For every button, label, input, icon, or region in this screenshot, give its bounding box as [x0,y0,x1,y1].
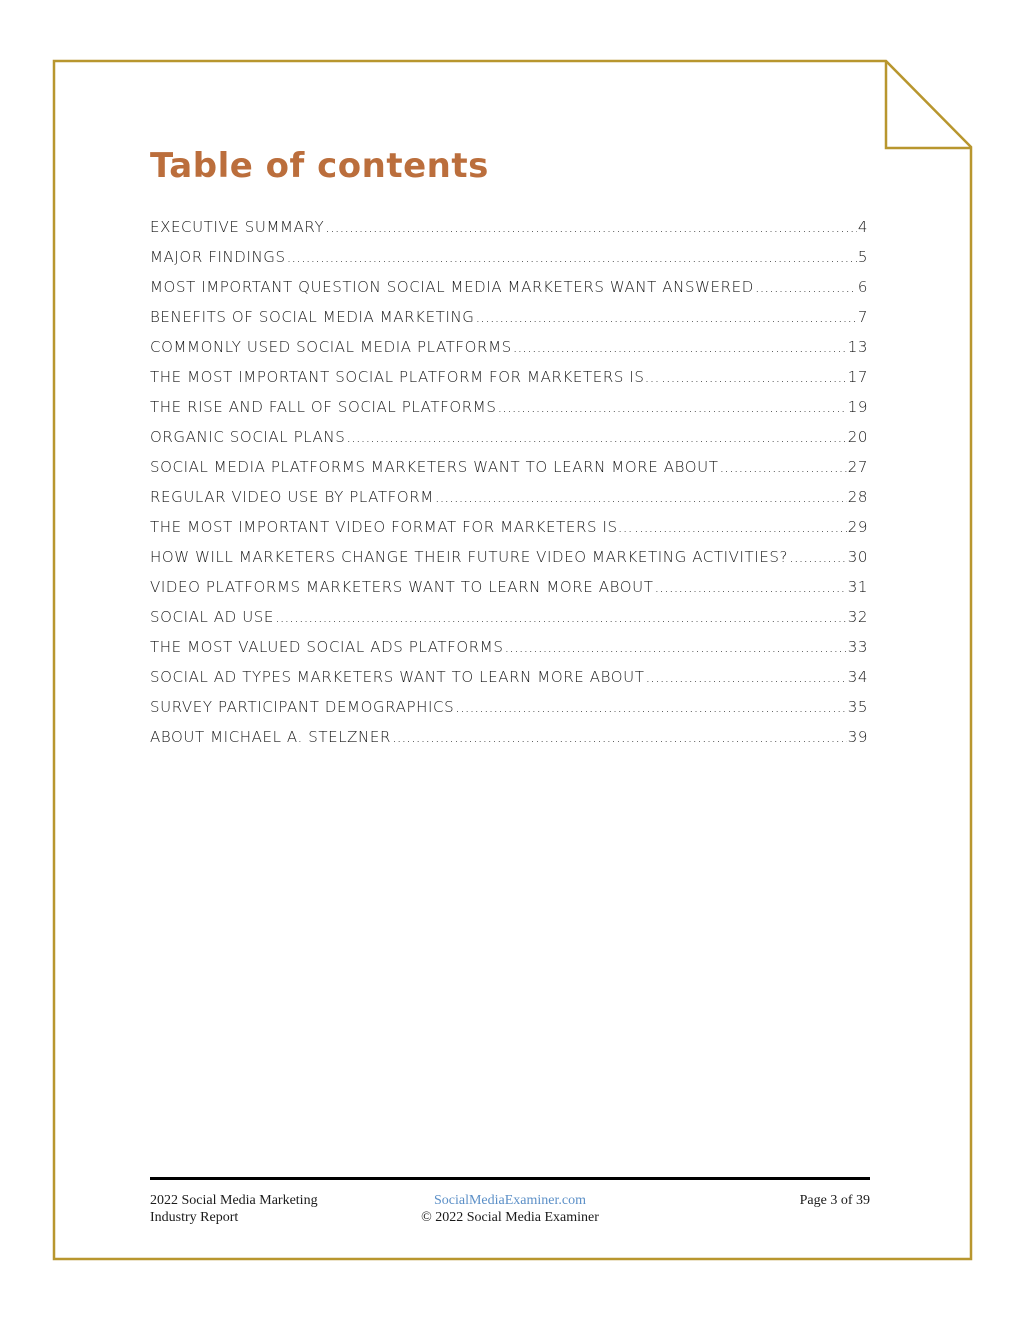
toc-entry-page: 20 [847,428,868,446]
toc-entry[interactable] [150,332,868,362]
toc-dot-leader [287,242,857,272]
toc-entry[interactable] [150,722,868,752]
toc-dot-leader [645,662,846,692]
footer-page-number: Page 3 of 39 [799,1193,870,1208]
toc-entry-label: SURVEY PARTICIPANT DEMOGRAPHICS [150,698,455,716]
toc-entry[interactable] [150,512,868,542]
toc-dot-leader [435,482,847,512]
toc-entry-label: SOCIAL MEDIA PLATFORMS MARKETERS WANT TO LEARN MORE ABOUT [150,458,719,476]
footer-rule [150,1177,870,1180]
toc-entry-label: THE MOST IMPORTANT VIDEO FORMAT FOR MARKETERS IS… [150,518,634,536]
toc-dot-leader [504,632,846,662]
toc-entry-label: VIDEO PLATFORMS MARKETERS WANT TO LEARN MORE ABOUT [150,578,654,596]
toc-entry-label: ORGANIC SOCIAL PLANS [150,428,346,446]
toc-entry-page: 4 [857,218,868,236]
toc-entry-page: 17 [847,368,868,386]
toc-entry-label: COMMONLY USED SOCIAL MEDIA PLATFORMS [150,338,512,356]
toc-entry-label: MAJOR FINDINGS [150,248,286,266]
toc-dot-leader [513,332,847,362]
toc-entry[interactable] [150,362,868,392]
toc-entry[interactable] [150,602,868,632]
toc-entry[interactable] [150,662,868,692]
toc-entry-label: SOCIAL AD TYPES MARKETERS WANT TO LEARN MORE ABOUT [150,668,645,686]
toc-dot-leader [275,602,847,632]
toc-dot-leader [655,572,847,602]
toc-entry-label: THE MOST VALUED SOCIAL ADS PLATFORMS [150,638,504,656]
footer-report-line1: 2022 Social Media Marketing [150,1193,318,1208]
toc-entry-label: REGULAR VIDEO USE BY PLATFORM [150,488,434,506]
toc-entry-label: SOCIAL AD USE [150,608,274,626]
toc-entry-label: EXECUTIVE SUMMARY [150,218,325,236]
toc-dot-leader [325,212,857,242]
toc-entry-label: ABOUT MICHAEL A. STELZNER [150,728,391,746]
toc-dot-leader [392,722,847,752]
toc-dot-leader [661,362,847,392]
toc-entry-page: 28 [847,488,868,506]
toc-dot-leader [634,512,846,542]
toc-dot-leader [346,422,846,452]
table-of-contents [150,212,868,752]
toc-dot-leader [755,272,857,302]
toc-entry[interactable] [150,572,868,602]
toc-entry-page: 39 [847,728,868,746]
toc-entry-label: THE RISE AND FALL OF SOCIAL PLATFORMS [150,398,497,416]
toc-entry-page: 6 [857,278,868,296]
toc-entry[interactable] [150,482,868,512]
toc-entry-page: 31 [847,578,868,596]
toc-entry[interactable] [150,452,868,482]
toc-entry[interactable] [150,212,868,242]
toc-entry-label: BENEFITS OF SOCIAL MEDIA MARKETING [150,308,475,326]
toc-entry-page: 30 [847,548,868,566]
toc-entry[interactable] [150,242,868,272]
toc-entry[interactable] [150,632,868,662]
toc-entry-page: 29 [847,518,868,536]
toc-entry-page: 32 [847,608,868,626]
footer-site-link[interactable]: SocialMediaExaminer.com [433,1193,586,1208]
toc-entry[interactable] [150,692,868,722]
toc-dot-leader [497,392,846,422]
toc-dot-leader [789,542,847,572]
toc-entry-page: 13 [847,338,868,356]
toc-entry[interactable] [150,272,868,302]
toc-entry[interactable] [150,542,868,572]
toc-entry[interactable] [150,392,868,422]
footer-report-line2: Industry Report [150,1210,239,1225]
toc-entry-page: 27 [847,458,868,476]
toc-entry-label: HOW WILL MARKETERS CHANGE THEIR FUTURE VIDEO MARKETING ACTIVITIES? [150,548,789,566]
toc-entry-label: THE MOST IMPORTANT SOCIAL PLATFORM FOR MARKETERS IS… [150,368,661,386]
toc-entry-page: 7 [857,308,868,326]
toc-entry-page: 33 [847,638,868,656]
footer-center [360,1192,660,1226]
toc-entry-label: MOST IMPORTANT QUESTION SOCIAL MEDIA MARKETERS WANT ANSWERED [150,278,754,296]
toc-dot-leader [476,302,857,332]
footer-report-title [150,1192,370,1226]
toc-entry-page: 34 [847,668,868,686]
toc-dot-leader [455,692,846,722]
toc-entry[interactable] [150,422,868,452]
toc-entry[interactable] [150,302,868,332]
toc-dot-leader [719,452,846,482]
toc-entry-page: 19 [847,398,868,416]
toc-entry-page: 35 [847,698,868,716]
page-footer [150,1192,870,1232]
footer-copyright: © 2022 Social Media Examiner [421,1210,599,1225]
toc-entry-page: 5 [857,248,868,266]
page-title: Table of contents [150,146,489,186]
